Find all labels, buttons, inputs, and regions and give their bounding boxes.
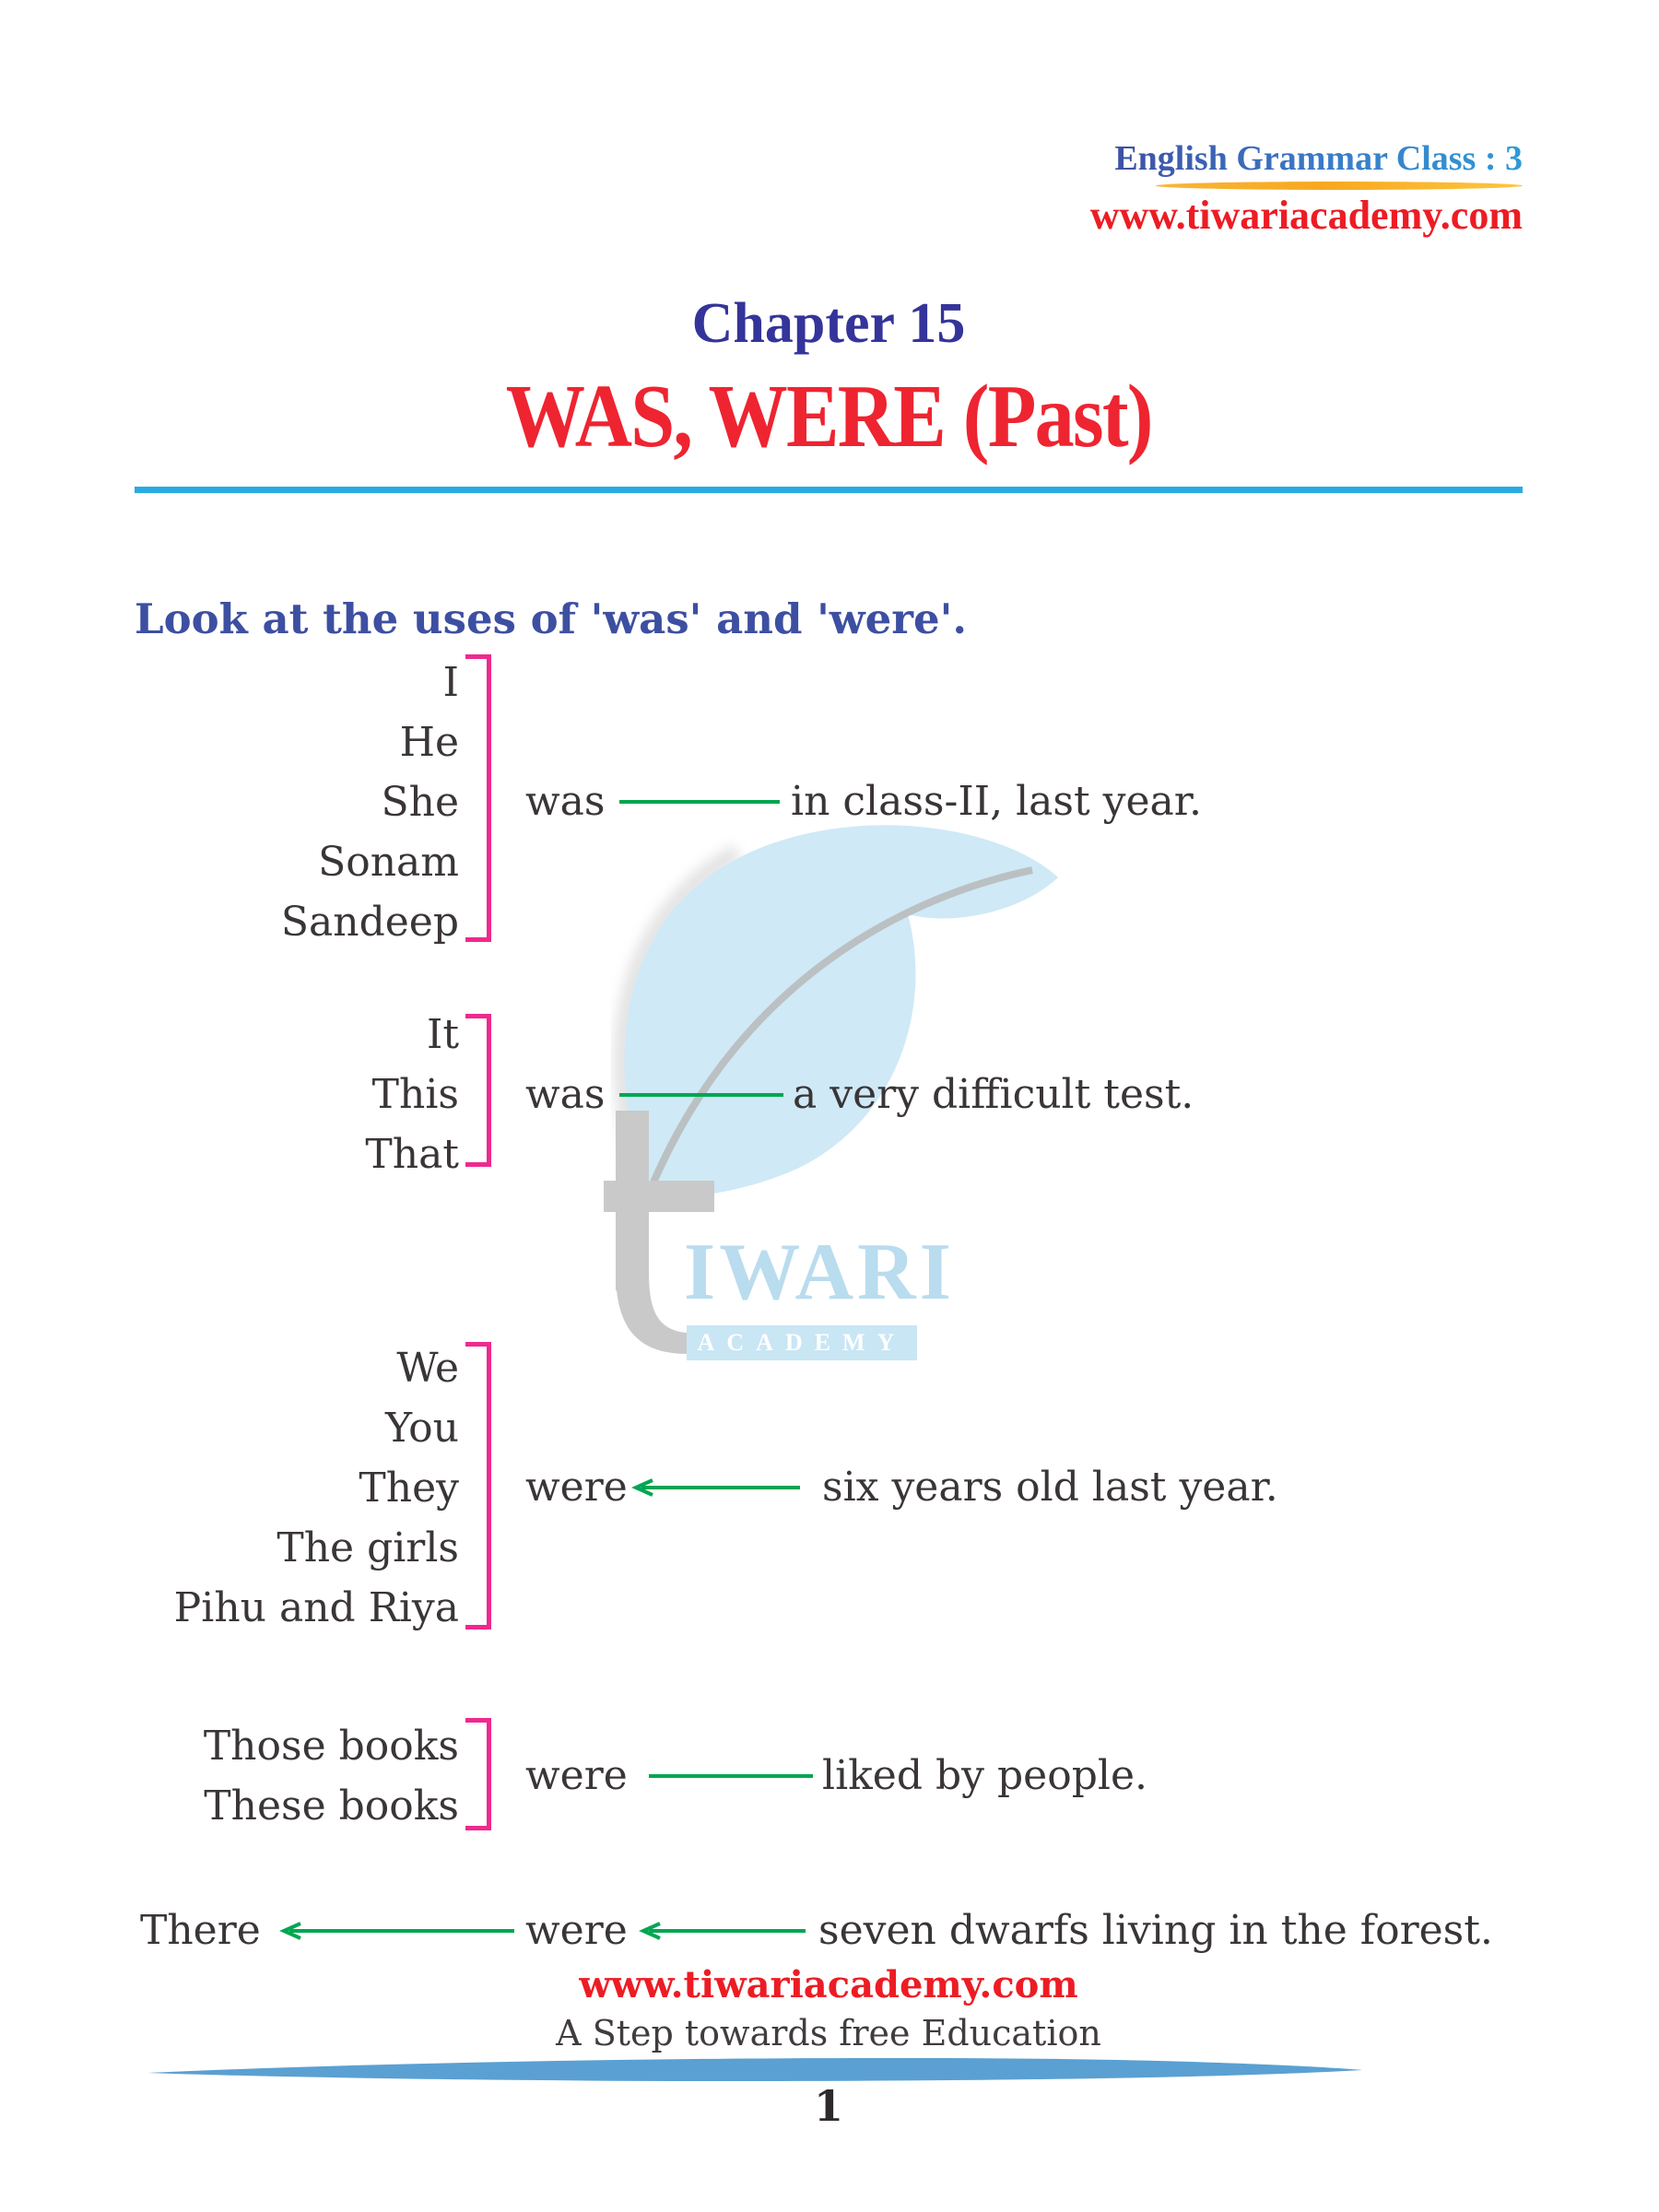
group4-verb: were: [525, 1752, 628, 1799]
group2-subjects: [120, 1005, 459, 1184]
group3-predicate: six years old last year.: [822, 1464, 1278, 1511]
footer-tagline: A Step towards free Education: [556, 2013, 1101, 2053]
arrow-left-icon: [629, 1477, 804, 1499]
group2-predicate: a very difficult test.: [793, 1071, 1194, 1118]
page-number: 1: [813, 2081, 843, 2131]
connector-line: [645, 1765, 817, 1787]
subject-item: These books: [204, 1783, 459, 1830]
there-verb: were: [525, 1907, 628, 1954]
subject-item: You: [384, 1405, 459, 1452]
subject-item: I: [442, 659, 459, 706]
arrow-left-icon: [276, 1920, 518, 1942]
subject-item: This: [371, 1071, 459, 1118]
group4-subjects: [120, 1716, 459, 1836]
there-predicate: seven dwarfs living in the forest.: [818, 1907, 1493, 1954]
group3-bracket: [465, 1342, 491, 1630]
course-label: English Grammar Class : 3: [1090, 138, 1523, 179]
subject-item: We: [396, 1345, 459, 1392]
group1-bracket: [465, 654, 491, 942]
footer-website-text: www.tiwariacademy.com: [579, 1963, 1078, 2006]
group1-predicate: in class-II, last year.: [791, 778, 1202, 825]
connector-line: [616, 1084, 787, 1106]
subject-item: It: [426, 1011, 459, 1058]
section-heading: Look at the uses of 'was' and 'were'.: [135, 594, 968, 643]
page-title-text: WAS, WERE (Past): [505, 367, 1152, 466]
page-header: [1090, 138, 1523, 239]
group1-verb: was: [525, 778, 606, 825]
subject-item: Those books: [203, 1723, 459, 1770]
subject-item: Sonam: [318, 839, 459, 886]
title-rule: [135, 487, 1523, 493]
subject-item: Pihu and Riya: [173, 1584, 459, 1631]
group2-bracket: [465, 1014, 491, 1167]
header-underline-swoosh: [1156, 182, 1523, 190]
group2-verb: was: [525, 1071, 606, 1118]
group4-bracket: [465, 1718, 491, 1830]
chapter-label: Chapter 15: [691, 292, 966, 355]
subject-item: They: [359, 1465, 459, 1512]
subject-item: Sandeep: [280, 899, 459, 946]
group3-verb: were: [525, 1464, 628, 1511]
watermark-iwari-text: IWARI: [684, 1228, 955, 1317]
arrow-left-icon: [636, 1920, 809, 1942]
subject-item: She: [381, 779, 459, 826]
subject-item: That: [365, 1131, 459, 1178]
header-website-text: www.tiwariacademy.com: [1089, 193, 1523, 238]
connector-line: [616, 791, 783, 813]
subject-item: He: [399, 719, 459, 766]
watermark-academy-band: ACADEMY: [687, 1325, 917, 1360]
group3-subjects: [120, 1338, 459, 1638]
group4-predicate: liked by people.: [822, 1752, 1147, 1799]
page-title: [135, 365, 1523, 468]
there-subject: There: [140, 1907, 261, 1954]
group1-subjects: [120, 653, 459, 952]
subject-item: The girls: [276, 1524, 459, 1571]
